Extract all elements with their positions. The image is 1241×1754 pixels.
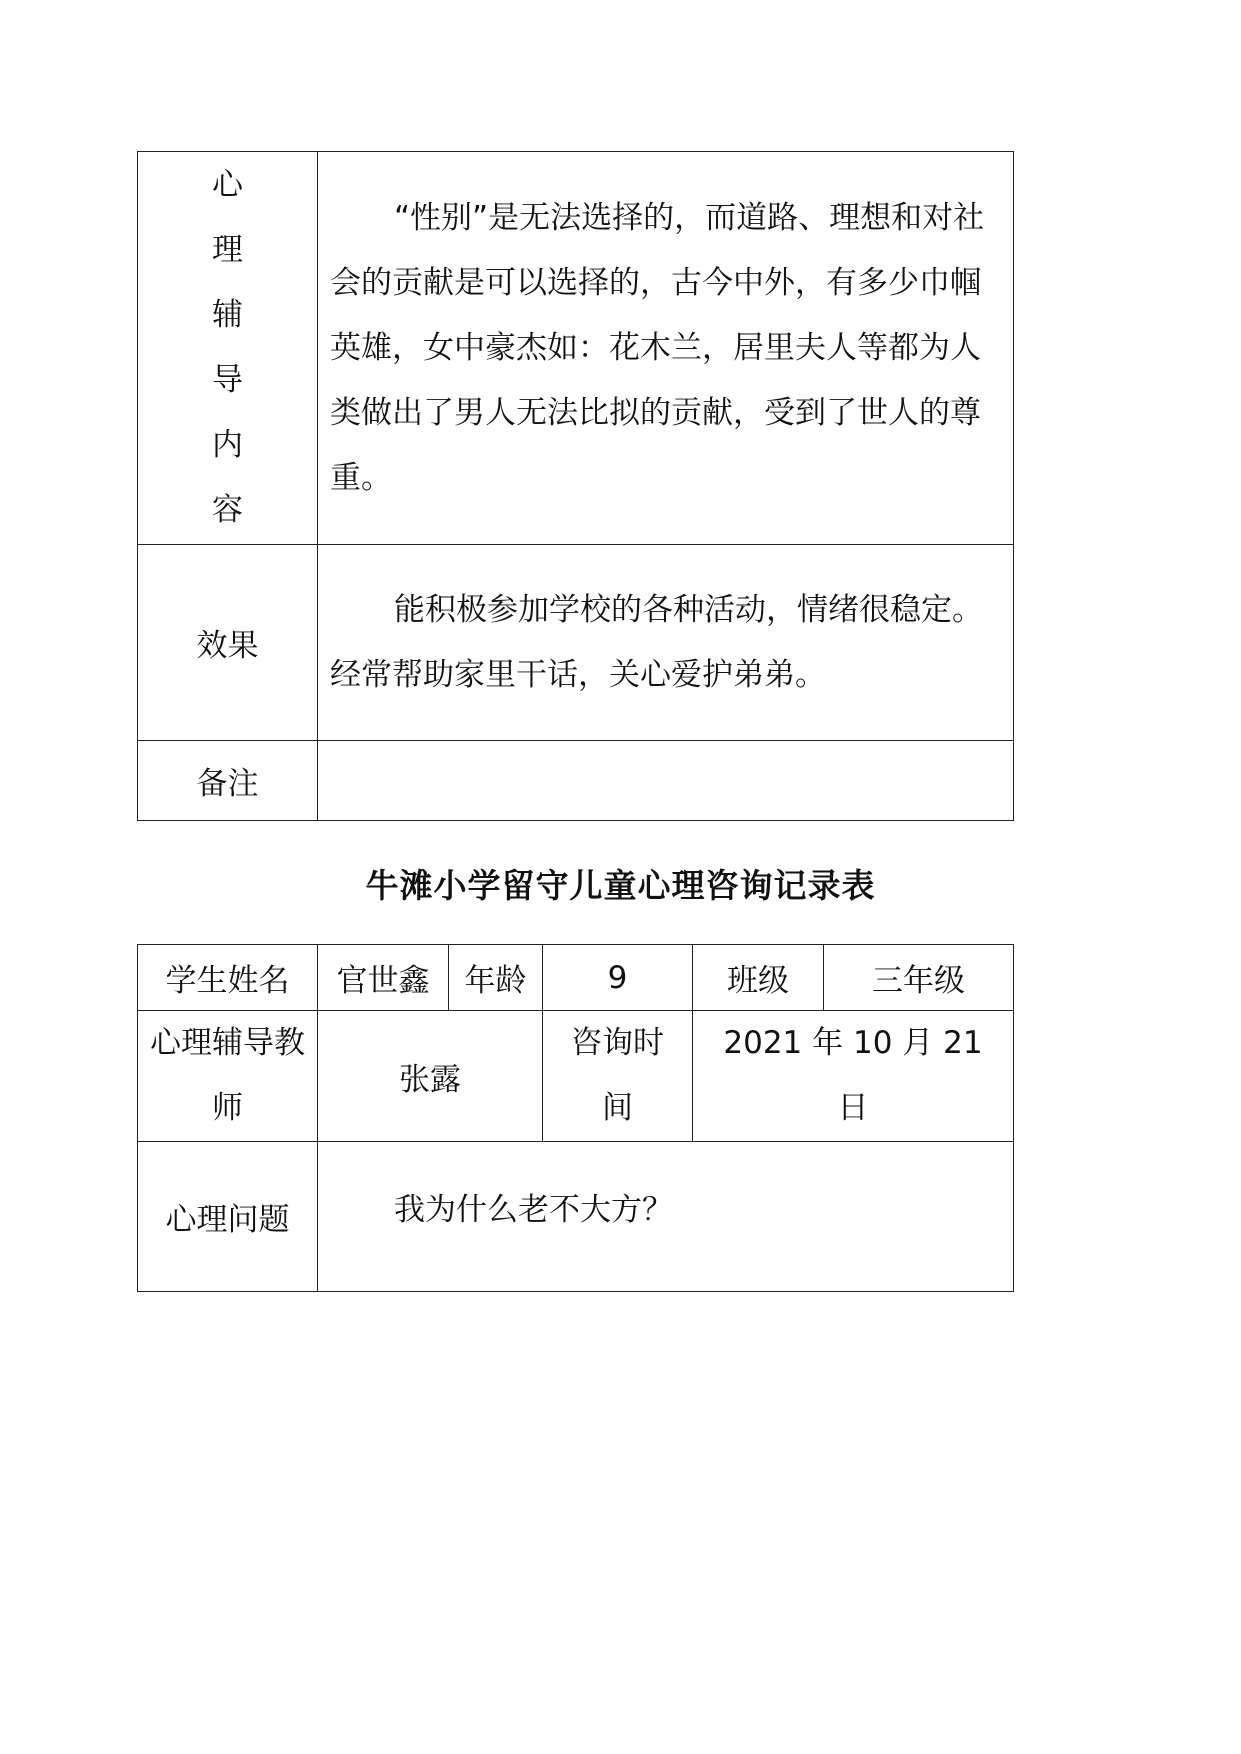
time-label: 咨询时间 bbox=[543, 1011, 693, 1142]
counseling-content-text: “性别”是无法选择的，而道路、理想和对社会的贡献是可以选择的，古今中外，有多少巾帼英雄，女中豪杰如：花木兰，居里夫人等都为人类做出了男人无法比拟的贡献，受到了世人的尊重。 bbox=[318, 152, 1014, 545]
label-char: 心 bbox=[212, 167, 243, 203]
counseling-record-table bbox=[137, 944, 1014, 1292]
time-value: 2021 年 10 月 21 日 bbox=[693, 1011, 1014, 1142]
age-value: 9 bbox=[543, 945, 693, 1011]
remarks-label: 备注 bbox=[138, 741, 318, 821]
teacher-value: 张露 bbox=[318, 1011, 543, 1142]
age-label: 年龄 bbox=[449, 945, 543, 1011]
label-char: 理 bbox=[212, 232, 243, 268]
remarks-text bbox=[318, 741, 1014, 821]
label-char: 容 bbox=[212, 492, 243, 528]
problem-text: 我为什么老不大方？ bbox=[318, 1142, 1014, 1292]
effect-label: 效果 bbox=[138, 545, 318, 741]
counseling-record-table-continued bbox=[137, 151, 1014, 821]
class-value: 三年级 bbox=[824, 945, 1014, 1011]
effect-text: 能积极参加学校的各种活动，情绪很稳定。经常帮助家里干话，关心爱护弟弟。 bbox=[318, 545, 1014, 741]
student-name-label: 学生姓名 bbox=[138, 945, 318, 1011]
label-char: 导 bbox=[212, 362, 243, 398]
label-char: 辅 bbox=[212, 297, 243, 333]
problem-label: 心理问题 bbox=[138, 1142, 318, 1292]
class-label: 班级 bbox=[693, 945, 824, 1011]
label-char: 内 bbox=[212, 427, 243, 463]
counseling-content-label bbox=[138, 152, 318, 545]
document-title: 牛滩小学留守儿童心理咨询记录表 bbox=[365, 866, 876, 905]
teacher-label: 心理辅导教师 bbox=[138, 1011, 318, 1142]
student-name-value: 官世鑫 bbox=[318, 945, 449, 1011]
